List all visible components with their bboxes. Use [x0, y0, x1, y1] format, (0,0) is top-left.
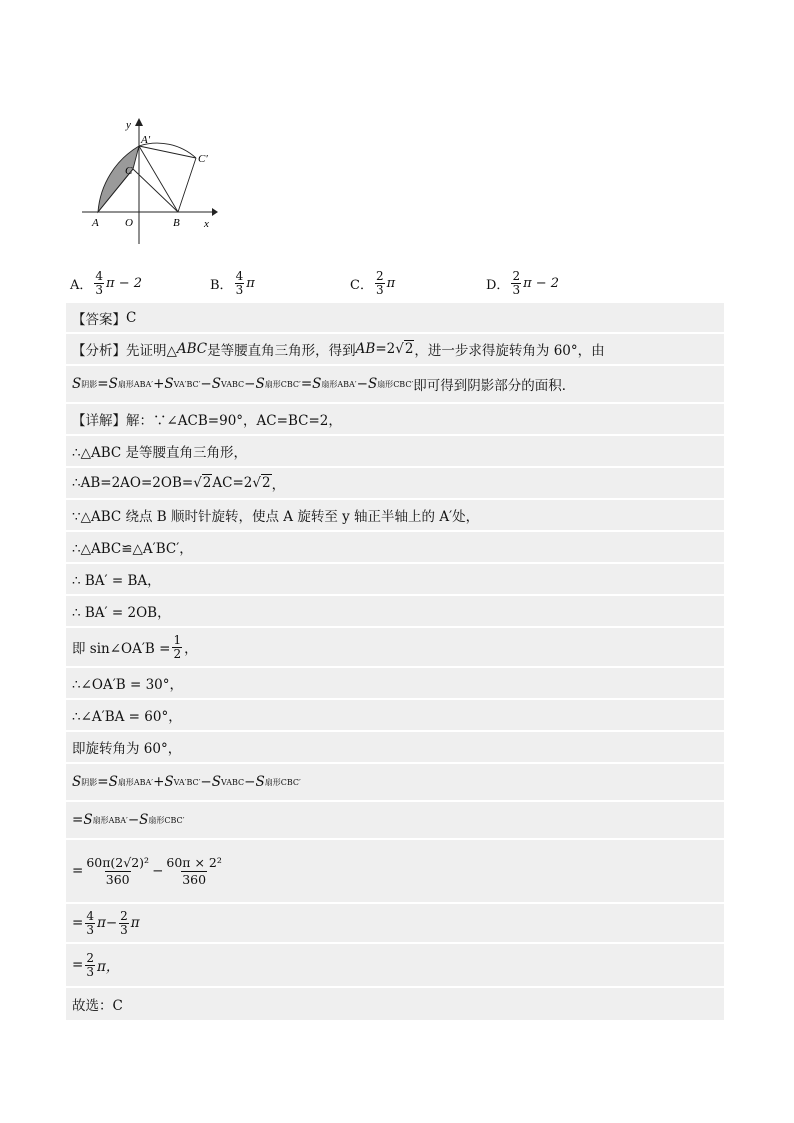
option-b[interactable]: [210, 266, 255, 300]
shaded-region: [98, 146, 139, 212]
label-a: A: [92, 217, 99, 229]
geometry-figure: [78, 112, 220, 248]
answer-row: [66, 303, 724, 332]
fraction-2: $\frac{\text{60π × 2²}}{360}$: [166, 854, 222, 887]
option-d-fraction: $\frac{2}{3}$: [512, 268, 521, 297]
detail-row-14: = $\frac{\text{60π(2√2)²}}{360}$ − $\frac{\text{60π × 2²}}{360}$: [66, 840, 724, 902]
detail-label: 【详解】: [72, 413, 126, 429]
analysis-text-e: =2: [375, 341, 396, 357]
segment-cb: [133, 169, 178, 212]
detail-row-1: [66, 404, 724, 434]
option-d-letter: D．: [486, 277, 510, 293]
answer-options: [70, 266, 730, 300]
detail-l3c: ，: [271, 477, 286, 493]
detail-row-8: 即 sin∠OA′B = $\frac{1}{2}$ ，: [66, 628, 724, 666]
answer-value: C: [126, 309, 137, 326]
analysis-tail: 即可得到阴影部分的面积．: [413, 378, 576, 394]
detail-l7: ∴ BA′ = 2OB，: [72, 605, 171, 621]
detail-row-5: [66, 532, 724, 562]
option-b-tail: π: [246, 275, 255, 291]
segment-a-prime-b: [139, 146, 178, 212]
detail-row-final: [66, 988, 724, 1020]
option-c-letter: C．: [350, 277, 373, 293]
label-a-prime: A′: [141, 134, 151, 146]
formula-s: S: [72, 376, 82, 392]
detail-l4: ∵△ABC 绕点 B 顺时针旋转，使点 A 旋转至 y 轴正半轴上的 A′处，: [72, 509, 480, 525]
half-fraction: $\frac{1}{2}$: [173, 632, 182, 661]
detail-row-6: [66, 564, 724, 594]
detail-row-7: [66, 596, 724, 626]
label-o: O: [125, 217, 133, 229]
fraction-1: $\frac{\text{60π(2√2)²}}{360}$: [86, 854, 150, 887]
analysis-text-b: ABC: [176, 341, 208, 357]
analysis-text-a: 先证明△: [126, 343, 177, 359]
detail-l3b: AC=2: [212, 475, 253, 491]
detail-row-9: [66, 668, 724, 698]
detail-row-15: = $\frac{4}{3}$ π − $\frac{2}{3}$ π: [66, 904, 724, 942]
option-a[interactable]: [70, 266, 142, 300]
option-a-letter: A．: [70, 277, 93, 293]
segment-b-c-prime: [178, 158, 196, 212]
detail-row-10: [66, 700, 724, 730]
option-c-tail: π: [386, 275, 396, 291]
analysis-text-d: AB: [355, 341, 376, 357]
option-a-tail: π − 2: [106, 275, 143, 291]
detail-l1: 解：∵∠ACB=90°，AC=BC=2，: [126, 413, 342, 429]
solution-block: [66, 303, 724, 1020]
final-answer: 故选：C: [72, 998, 123, 1014]
detail-row-12: S 阴影 = S 扇形ABA′ + S VA′BC′ − S VABC − S 扇形CBC′: [66, 764, 724, 800]
analysis-sqrt: √2: [395, 341, 414, 357]
detail-l11: 即旋转角为 60°，: [72, 741, 182, 757]
x-axis-arrow: [212, 208, 218, 216]
option-b-fraction: $\frac{4}{3}$: [235, 268, 244, 297]
label-x: x: [204, 218, 209, 230]
y-axis-arrow: [135, 118, 143, 126]
option-a-fraction: $\frac{4}{3}$: [95, 268, 104, 297]
option-c[interactable]: [350, 266, 395, 300]
detail-l8a: 即 sin∠OA′B =: [72, 641, 171, 657]
label-y: y: [126, 119, 131, 131]
detail-row-16: = $\frac{2}{3}$ π，: [66, 944, 724, 986]
answer-label: 【答案】: [72, 311, 126, 328]
option-b-letter: B．: [210, 277, 233, 293]
detail-row-4: [66, 500, 724, 530]
analysis-label: 【分析】: [72, 343, 126, 359]
option-d[interactable]: [486, 266, 559, 300]
detail-l6: ∴ BA′ = BA，: [72, 573, 161, 589]
detail-row-2: [66, 436, 724, 466]
detail-l3a: ∴AB=2AO=2OB=: [72, 475, 194, 491]
label-c-prime: C′: [198, 153, 208, 165]
option-d-tail: π − 2: [523, 275, 560, 291]
option-c-fraction: $\frac{2}{3}$: [375, 268, 384, 297]
detail-l2: ∴△ABC 是等腰直角三角形，: [72, 445, 248, 461]
analysis-text-g: ，进一步求得旋转角为 60°，由: [414, 343, 605, 359]
detail-row-13: = S 扇形ABA′ − S 扇形CBC′: [66, 802, 724, 838]
analysis-row-1: [66, 334, 724, 364]
detail-l9: ∴∠OA′B = 30°，: [72, 677, 184, 693]
analysis-row-2: S 阴影 = S 扇形ABA′ + S VA′BC′ − S VABC − S 扇形CBC′ = S 扇形ABA′ − S 扇形CBC′ 即可得到阴影部分的面积．: [66, 366, 724, 402]
detail-row-3: ∴AB=2AO=2OB= √2 AC=2 √2 ，: [66, 468, 724, 498]
label-c: C: [125, 165, 133, 177]
detail-row-11: [66, 732, 724, 762]
detail-l10: ∴∠A′BA = 60°，: [72, 709, 182, 725]
analysis-text-c: 是等腰直角三角形，得到: [207, 343, 356, 359]
detail-l5: ∴△ABC≌△A′BC′，: [72, 541, 193, 557]
label-b: B: [173, 217, 180, 229]
